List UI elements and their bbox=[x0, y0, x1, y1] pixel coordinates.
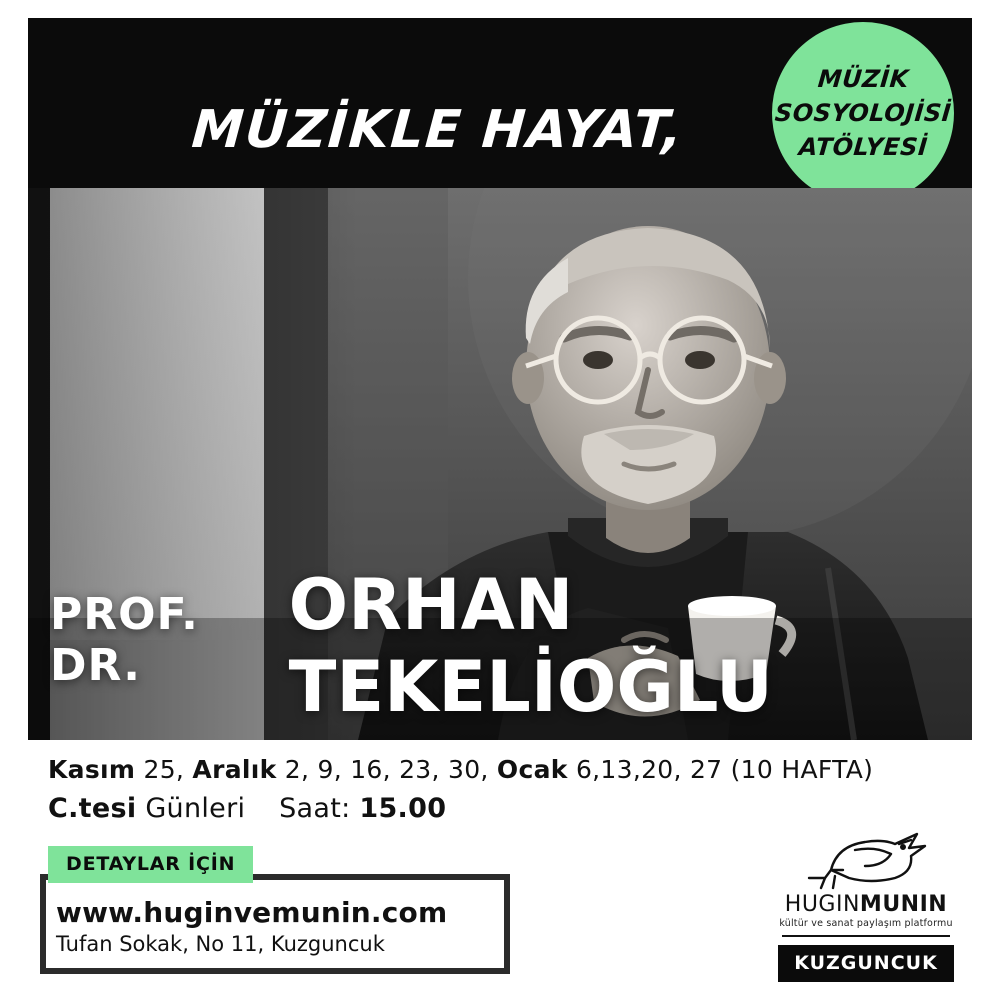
brand-word-light: HUGIN bbox=[784, 892, 860, 917]
schedule-days-2: 2, 9, 16, 23, 30, bbox=[284, 755, 489, 784]
details-address: Tufan Sokak, No 11, Kuzguncuk bbox=[56, 932, 385, 956]
schedule-time-label: Saat: bbox=[279, 793, 351, 824]
badge-line-1: MÜZİK bbox=[816, 65, 910, 93]
brand-tagline: kültür ve sanat paylaşım platformu bbox=[779, 918, 953, 929]
workshop-badge bbox=[772, 22, 954, 204]
speaker-photo bbox=[28, 188, 972, 740]
schedule-day-word: Günleri bbox=[145, 793, 246, 824]
schedule-days-3: 6,13,20, 27 (10 HAFTA) bbox=[575, 755, 874, 784]
badge-line-3: ATÖLYESİ bbox=[797, 133, 929, 161]
schedule-time-value: 15.00 bbox=[359, 793, 447, 824]
brand-divider bbox=[782, 935, 950, 937]
schedule-dates-row bbox=[48, 752, 968, 788]
schedule-block bbox=[48, 752, 968, 830]
raven-icon bbox=[791, 820, 941, 890]
speaker-name: ORHAN TEKELİOĞLU bbox=[288, 564, 773, 728]
headline-line-1: MÜZİKLE HAYAT, bbox=[189, 100, 686, 160]
schedule-month-2: Aralık bbox=[192, 755, 277, 784]
speaker-title: PROF. DR. bbox=[50, 589, 199, 691]
brand-location-badge: KUZGUNCUK bbox=[778, 945, 954, 982]
speaker-name-overlay bbox=[28, 564, 972, 728]
brand-word-bold: MUNIN bbox=[859, 892, 948, 917]
details-website-link[interactable]: www.huginvemunin.com bbox=[56, 896, 448, 929]
schedule-month-1: Kasım bbox=[48, 755, 136, 784]
schedule-month-3: Ocak bbox=[496, 755, 568, 784]
badge-line-2: SOSYOLOJİSİ bbox=[773, 99, 953, 127]
brand-wordmark bbox=[766, 892, 966, 917]
brand-logo bbox=[766, 820, 966, 982]
schedule-day-label: C.tesi bbox=[48, 793, 137, 824]
details-tag: DETAYLAR İÇİN bbox=[48, 846, 253, 883]
schedule-days-1: 25, bbox=[143, 755, 185, 784]
